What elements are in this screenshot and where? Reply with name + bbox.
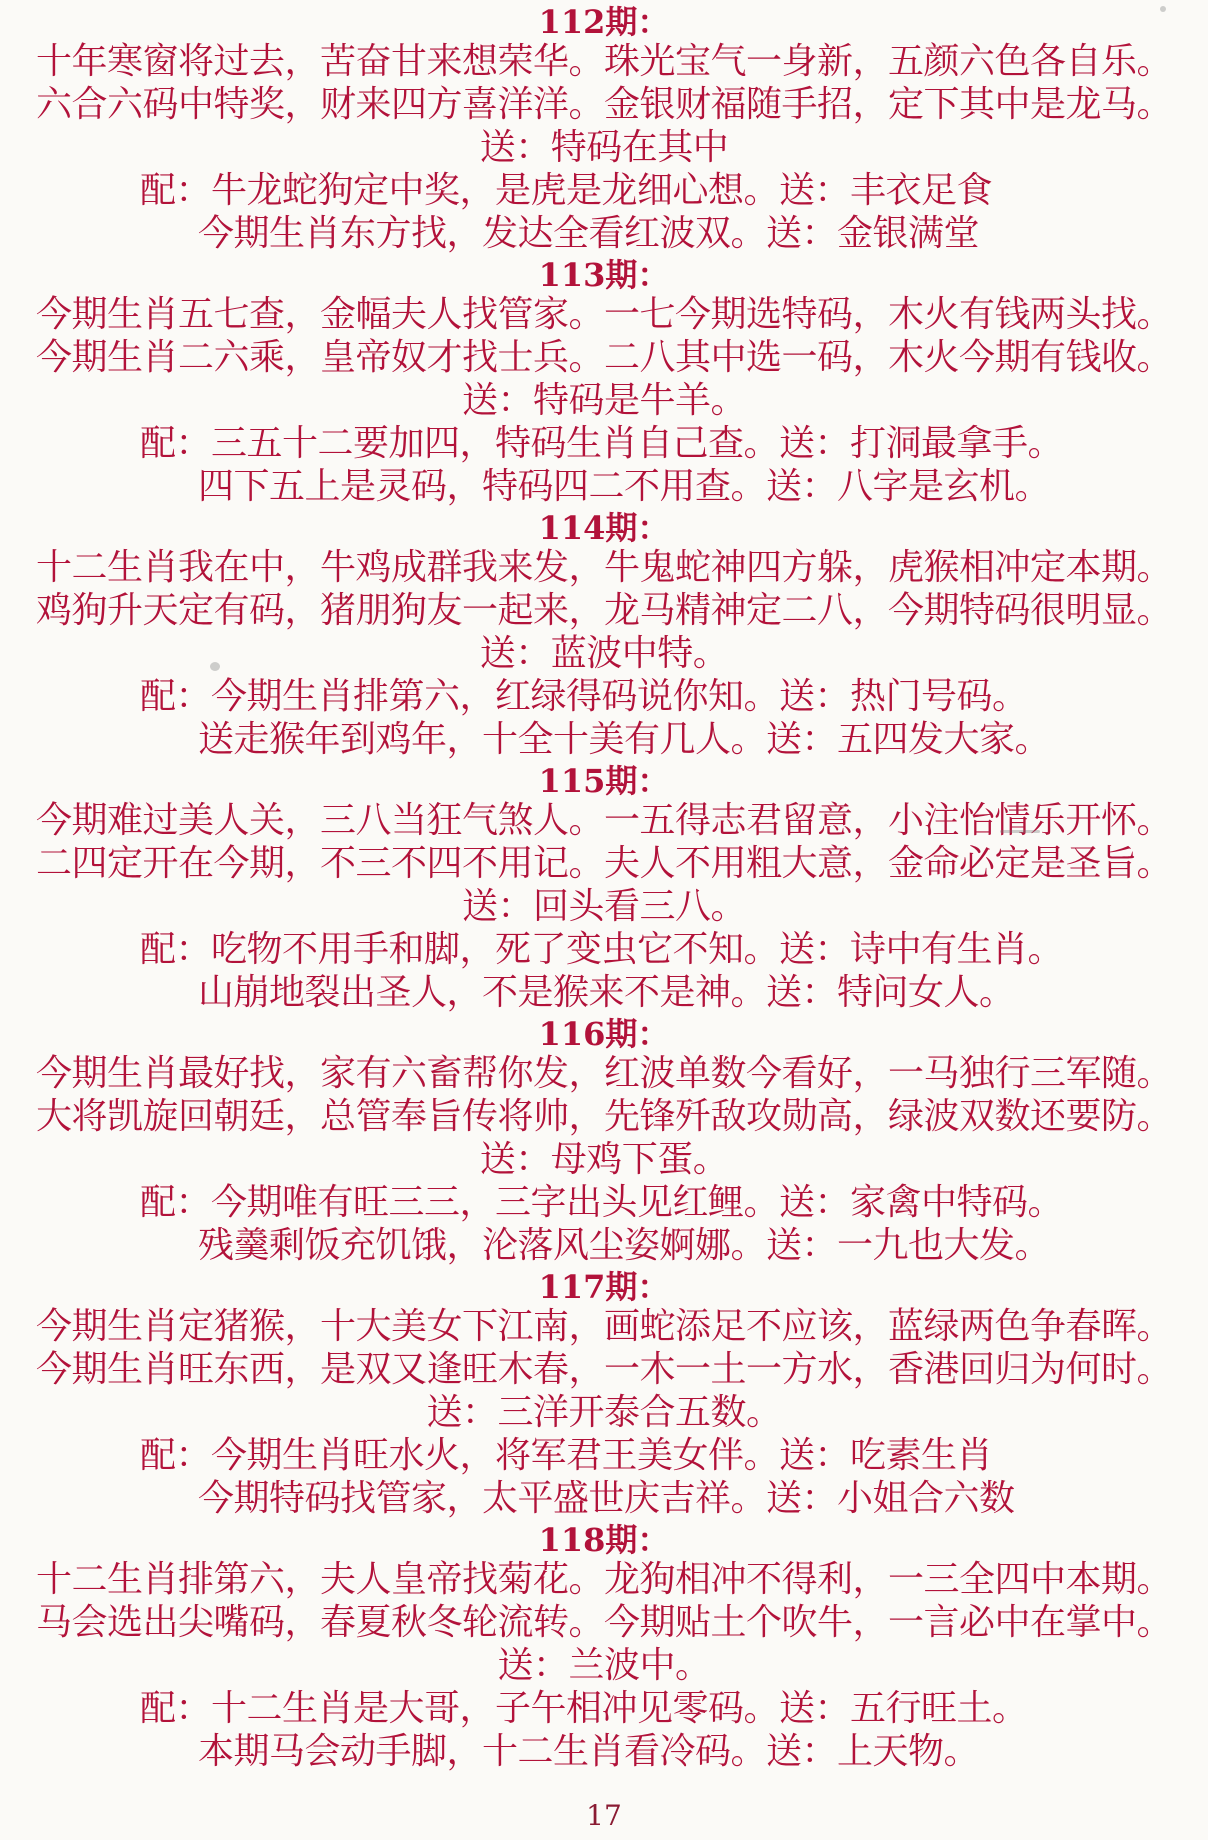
pair-line: 送走猴年到鸡年，十全十美有几人。送：五四发大家。 bbox=[198, 719, 1051, 760]
verse-line: 今期生肖二六乘，皇帝奴才找士兵。二八其中选一码，木火今期有钱收。 bbox=[35, 337, 1172, 378]
verse-line: 今期难过美人关，三八当狂气煞人。一五得志君留意，小注怡情乐开怀。 bbox=[35, 800, 1172, 841]
gift-line: 送：母鸡下蛋。 bbox=[479, 1139, 729, 1180]
pair-line: 配：三五十二要加四，特码生肖自己查。送：打洞最拿手。 bbox=[140, 423, 1064, 464]
verse-line: 今期生肖最好找，家有六畜帮你发，红波单数今看好，一马独行三军随。 bbox=[35, 1053, 1172, 1094]
period-list bbox=[0, 4, 1208, 1773]
pair-line: 配：吃物不用手和脚，死了变虫它不知。送：诗中有生肖。 bbox=[140, 929, 1064, 970]
scan-speck bbox=[1160, 6, 1166, 12]
period-block bbox=[0, 510, 1208, 761]
period-heading: 115期： bbox=[538, 762, 670, 800]
verse-line: 十二生肖我在中，牛鸡成群我来发，牛鬼蛇神四方躲，虎猴相冲定本期。 bbox=[35, 547, 1172, 588]
period-block bbox=[0, 763, 1208, 1014]
pair-line: 四下五上是灵码，特码四二不用查。送：八字是玄机。 bbox=[198, 466, 1051, 507]
verse-line: 今期生肖定猪猴，十大美女下江南，画蛇添足不应该，蓝绿两色争春晖。 bbox=[35, 1306, 1172, 1347]
verse-line: 鸡狗升天定有码，猪朋狗友一起来，龙马精神定二八，今期特码很明显。 bbox=[35, 590, 1172, 631]
gift-line: 送：三洋开泰合五数。 bbox=[426, 1392, 782, 1433]
verse-line: 马会选出尖嘴码，春夏秋冬轮流转。今期贴土个吹牛，一言必中在掌中。 bbox=[35, 1602, 1172, 1643]
gift-line: 送：特码在其中 bbox=[479, 127, 729, 168]
period-heading: 112期： bbox=[538, 3, 670, 41]
period-heading: 113期： bbox=[538, 256, 670, 294]
gift-line: 送：特码是牛羊。 bbox=[461, 380, 746, 421]
verse-line: 今期生肖旺东西，是双又逢旺木春，一木一土一方水，香港回归为何时。 bbox=[35, 1349, 1172, 1390]
verse-line: 十年寒窗将过去，苦奋甘来想荣华。珠光宝气一身新，五颜六色各自乐。 bbox=[35, 41, 1172, 82]
verse-line: 今期生肖五七查，金幅夫人找管家。一七今期选特码，木火有钱两头找。 bbox=[35, 294, 1172, 335]
period-block bbox=[0, 1269, 1208, 1520]
pair-line: 山崩地裂出圣人，不是猴来不是神。送：特问女人。 bbox=[198, 972, 1015, 1013]
pair-line: 今期特码找管家，太平盛世庆吉祥。送：小姐合六数 bbox=[198, 1478, 1015, 1519]
verse-line: 二四定开在今期，不三不四不用记。夫人不用粗大意，金命必定是圣旨。 bbox=[35, 843, 1172, 884]
verse-line: 六合六码中特奖，财来四方喜洋洋。金银财福随手招，定下其中是龙马。 bbox=[35, 84, 1172, 125]
pair-line: 配：今期唯有旺三三，三字出头见红鲤。送：家禽中特码。 bbox=[140, 1182, 1064, 1223]
period-block bbox=[0, 257, 1208, 508]
period-block bbox=[0, 1016, 1208, 1267]
pair-line: 配：今期生肖排第六，红绿得码说你知。送：热门号码。 bbox=[140, 676, 1028, 717]
scan-speck bbox=[1000, 830, 1040, 833]
gift-line: 送：回头看三八。 bbox=[461, 886, 746, 927]
pair-line: 今期生肖东方找，发达全看红波双。送：金银满堂 bbox=[198, 213, 980, 254]
pair-line: 配：牛龙蛇狗定中奖，是虎是龙细心想。送：丰衣足食 bbox=[140, 170, 993, 211]
scan-speck bbox=[210, 662, 220, 671]
pair-line: 配：十二生肖是大哥，子午相冲见零码。送：五行旺土。 bbox=[140, 1688, 1028, 1729]
period-heading: 116期： bbox=[538, 1015, 670, 1053]
pair-line: 本期马会动手脚，十二生肖看冷码。送：上天物。 bbox=[198, 1731, 980, 1772]
period-block bbox=[0, 1522, 1208, 1773]
period-heading: 118期： bbox=[538, 1521, 670, 1559]
verse-line: 十二生肖排第六，夫人皇帝找菊花。龙狗相冲不得利，一三全四中本期。 bbox=[35, 1559, 1172, 1600]
gift-line: 送：蓝波中特。 bbox=[479, 633, 729, 674]
gift-line: 送：兰波中。 bbox=[497, 1645, 711, 1686]
pair-line: 残羹剩饭充饥饿，沦落风尘姿婀娜。送：一九也大发。 bbox=[198, 1225, 1051, 1266]
period-block bbox=[0, 4, 1208, 255]
period-heading: 117期： bbox=[538, 1268, 670, 1306]
page-number: 17 bbox=[586, 1799, 622, 1832]
period-heading: 114期： bbox=[538, 509, 670, 547]
verse-line: 大将凯旋回朝廷，总管奉旨传将帅，先锋歼敌攻勋高，绿波双数还要防。 bbox=[35, 1096, 1172, 1137]
pair-line: 配：今期生肖旺水火，将军君王美女伴。送：吃素生肖 bbox=[140, 1435, 993, 1476]
